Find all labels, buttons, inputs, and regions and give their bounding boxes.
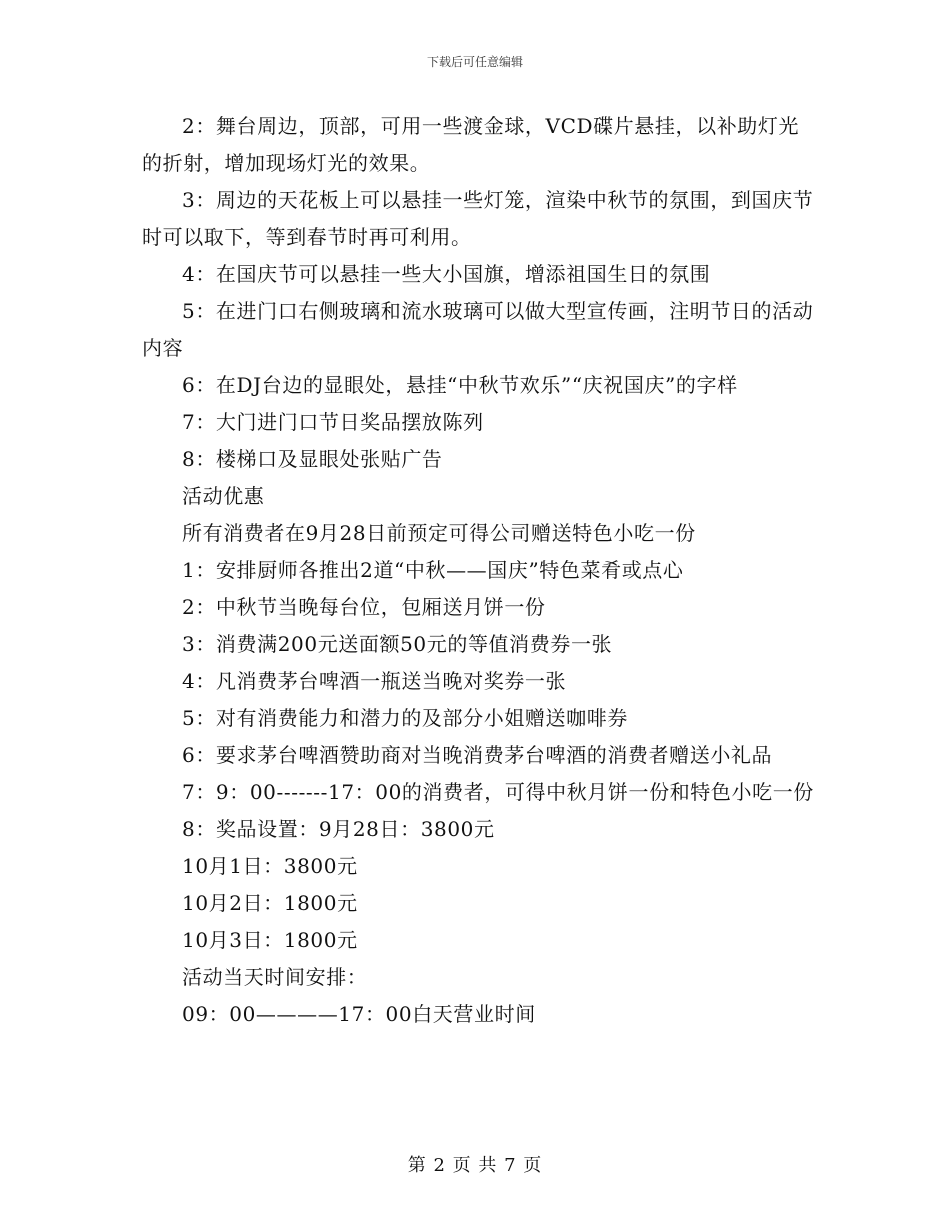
paragraph: 活动当天时间安排： bbox=[182, 965, 368, 989]
paragraph: 4：凡消费茅台啤酒一瓶送当晚对奖券一张 bbox=[182, 669, 567, 693]
paragraph: 10月1日：3800元 bbox=[182, 854, 358, 878]
paragraph: 5：对有消费能力和潜力的及部分小姐赠送咖啡券 bbox=[182, 706, 628, 730]
paragraph: 1：安排厨师各推出2道“中秋——国庆”特色菜肴或点心 bbox=[182, 558, 684, 582]
paragraph: 4：在国庆节可以悬挂一些大小国旗，增添祖国生日的氛围 bbox=[182, 262, 711, 286]
page-header: 下载后可任意编辑 bbox=[426, 55, 523, 69]
section-heading: 活动优惠 bbox=[182, 484, 265, 508]
paragraph: 5：在进门口右侧玻璃和流水玻璃可以做大型宣传画，注明节日的活动内容 bbox=[142, 299, 814, 360]
paragraph: 6：在DJ台边的显眼处，悬挂“中秋节欢乐”“庆祝国庆”的字样 bbox=[182, 373, 738, 397]
paragraph: 7：9：00-------17：00的消费者，可得中秋月饼一份和特色小吃一份 bbox=[182, 780, 814, 804]
paragraph: 2：舞台周边，顶部，可用一些渡金球，VCD碟片悬挂，以补助灯光的折射，增加现场灯光的效果。 bbox=[142, 114, 800, 175]
document-body bbox=[142, 108, 814, 1033]
paragraph: 8：楼梯口及显眼处张贴广告 bbox=[182, 447, 443, 471]
page-number: 第 2 页 共 7 页 bbox=[407, 1155, 543, 1176]
paragraph: 2：中秋节当晚每台位，包厢送月饼一份 bbox=[182, 595, 546, 619]
paragraph: 所有消费者在9月28日前预定可得公司赠送特色小吃一份 bbox=[182, 521, 696, 545]
paragraph: 10月3日：1800元 bbox=[182, 928, 358, 952]
paragraph: 7：大门进门口节日奖品摆放陈列 bbox=[182, 410, 484, 434]
paragraph: 10月2日：1800元 bbox=[182, 891, 358, 915]
paragraph: 3：消费满200元送面额50元的等值消费券一张 bbox=[182, 632, 613, 656]
paragraph: 6：要求茅台啤酒赞助商对当晚消费茅台啤酒的消费者赠送小礼品 bbox=[182, 743, 773, 767]
paragraph: 8：奖品设置：9月28日：3800元 bbox=[182, 817, 495, 841]
paragraph: 09：00————17：00白天营业时间 bbox=[182, 1002, 536, 1026]
paragraph: 3：周边的天花板上可以悬挂一些灯笼，渲染中秋节的氛围，到国庆节时可以取下，等到春节时再可利用。 bbox=[142, 188, 814, 249]
